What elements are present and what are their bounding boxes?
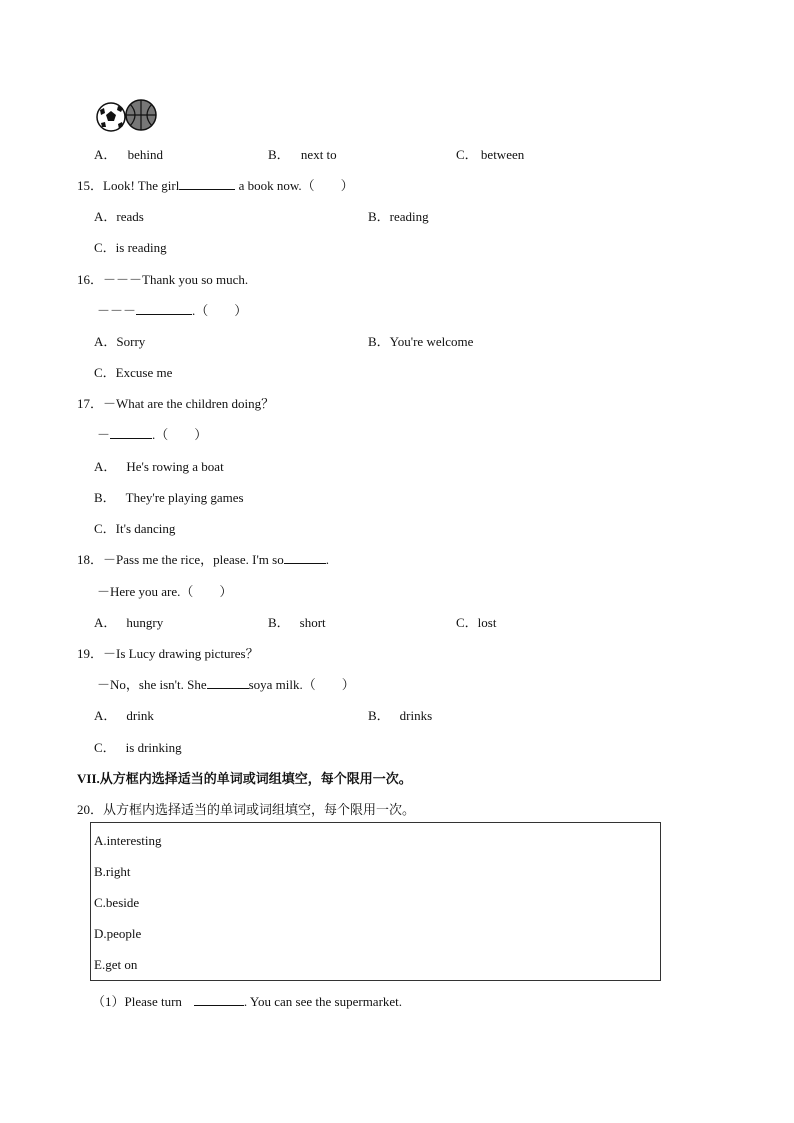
stem-text: （1）Please turn (92, 994, 182, 1009)
option-text: is drinking (125, 740, 182, 755)
option-text: reading (389, 209, 429, 224)
option-label: B． (268, 147, 290, 162)
option-text: It's dancing (115, 521, 176, 536)
stem-text: － (97, 427, 111, 442)
q17-line2 (97, 424, 207, 443)
word-box-item: E.get on (94, 957, 138, 972)
stem-text: soya milk.（ ） (248, 677, 355, 692)
option-text: is reading (115, 240, 167, 255)
option-label: C． (456, 615, 478, 630)
option-label: C． (456, 147, 478, 162)
q18-line2 (97, 581, 232, 600)
stem-text: Look! The girl (103, 178, 180, 193)
q18-option-b[interactable] (268, 612, 326, 631)
q16-option-b[interactable] (368, 331, 473, 350)
option-text: next to (300, 147, 337, 162)
balls-picture (96, 98, 162, 134)
word-box-item: B.right (94, 864, 131, 879)
option-text: They're playing games (125, 490, 244, 505)
option-label: B． (368, 708, 390, 723)
stem-text: .（ ） (152, 427, 208, 442)
option-text: hungry (126, 615, 164, 630)
option-label: A． (94, 459, 117, 474)
q18-option-a[interactable] (94, 612, 163, 631)
option-text: drink (126, 708, 154, 723)
answer-blank[interactable] (207, 676, 249, 689)
stem-text: 从方框内选择适当的单词或词组填空，每个限用一次。 (103, 802, 416, 817)
question-number: 17． (77, 396, 104, 411)
option-text: short (299, 615, 326, 630)
option-label: C． (94, 240, 116, 255)
answer-blank[interactable] (136, 302, 192, 315)
word-box-item: A.interesting (94, 833, 162, 848)
option-label: C． (94, 365, 116, 380)
section-title: VII.从方框内选择适当的单词或词组填空，每个限用一次。 (77, 771, 412, 786)
q18-option-c[interactable] (456, 612, 496, 631)
stem-text: －What are the children doing？ (103, 396, 275, 411)
option-label: B． (94, 490, 116, 505)
stem-text: a book now.（ ） (235, 178, 354, 193)
word-box-item: C.beside (94, 895, 140, 910)
option-text: between (480, 147, 525, 162)
stem-text: . You can see the supermarket. (243, 994, 403, 1009)
q15-option-a[interactable] (94, 206, 144, 225)
q16-option-a[interactable] (94, 331, 145, 350)
option-text: lost (477, 615, 497, 630)
stem-text: －－－ (97, 303, 137, 318)
q15-option-c[interactable] (94, 237, 167, 256)
soccer-basketball-icon (96, 98, 162, 134)
option-label: A． (94, 209, 117, 224)
q16-stem (77, 269, 248, 288)
question-number: 15． (77, 178, 104, 193)
option-label: A． (94, 615, 117, 630)
q19-option-b[interactable] (368, 705, 432, 724)
stem-text: －Is Lucy drawing pictures？ (103, 646, 259, 661)
q18-stem (77, 549, 329, 568)
q19-line2 (97, 674, 355, 693)
option-label: A． (94, 334, 117, 349)
question-number: 19． (77, 646, 104, 661)
word-box (90, 822, 661, 981)
option-text: drinks (399, 708, 433, 723)
option-text: behind (127, 147, 164, 162)
stem-text: .（ ） (192, 303, 248, 318)
option-label: A． (94, 708, 117, 723)
q17-option-c[interactable] (94, 518, 175, 537)
q20-instruction (77, 799, 415, 818)
q14-option-a[interactable] (94, 144, 163, 163)
q19-option-a[interactable] (94, 705, 154, 724)
q15-stem (77, 175, 354, 194)
answer-blank[interactable] (179, 177, 235, 190)
q15-option-b[interactable] (368, 206, 429, 225)
q17-option-b[interactable] (94, 487, 244, 506)
q14-option-b[interactable] (268, 144, 337, 163)
word-box-item: D.people (94, 926, 142, 941)
q19-option-c[interactable] (94, 737, 182, 756)
option-text: He's rowing a boat (126, 459, 224, 474)
answer-blank[interactable] (194, 993, 244, 1006)
option-text: Sorry (116, 334, 146, 349)
q17-option-a[interactable] (94, 456, 224, 475)
stem-text: －Here you are.（ ） (97, 584, 233, 599)
stem-text: －Pass me the rice，please. I'm so (103, 552, 284, 567)
q14-option-c[interactable] (456, 144, 524, 163)
option-label: B． (368, 209, 390, 224)
q16-option-c[interactable] (94, 362, 172, 381)
option-label: C． (94, 521, 116, 536)
q17-stem (77, 393, 274, 412)
q16-line2 (97, 300, 247, 319)
q19-stem (77, 643, 259, 662)
option-label: C． (94, 740, 116, 755)
q20-sub1 (92, 991, 402, 1010)
option-label: B． (268, 615, 290, 630)
stem-text: . (325, 552, 329, 567)
stem-text: －No，she isn't. She (97, 677, 207, 692)
question-number: 18． (77, 552, 104, 567)
option-text: reads (116, 209, 144, 224)
question-number: 20． (77, 802, 104, 817)
option-label: B． (368, 334, 390, 349)
answer-blank[interactable] (110, 426, 152, 439)
option-text: Excuse me (115, 365, 173, 380)
option-text: You're welcome (389, 334, 474, 349)
answer-blank[interactable] (284, 551, 326, 564)
option-label: A． (94, 147, 117, 162)
question-number: 16． (77, 272, 104, 287)
stem-text: －－－Thank you so much. (103, 272, 249, 287)
